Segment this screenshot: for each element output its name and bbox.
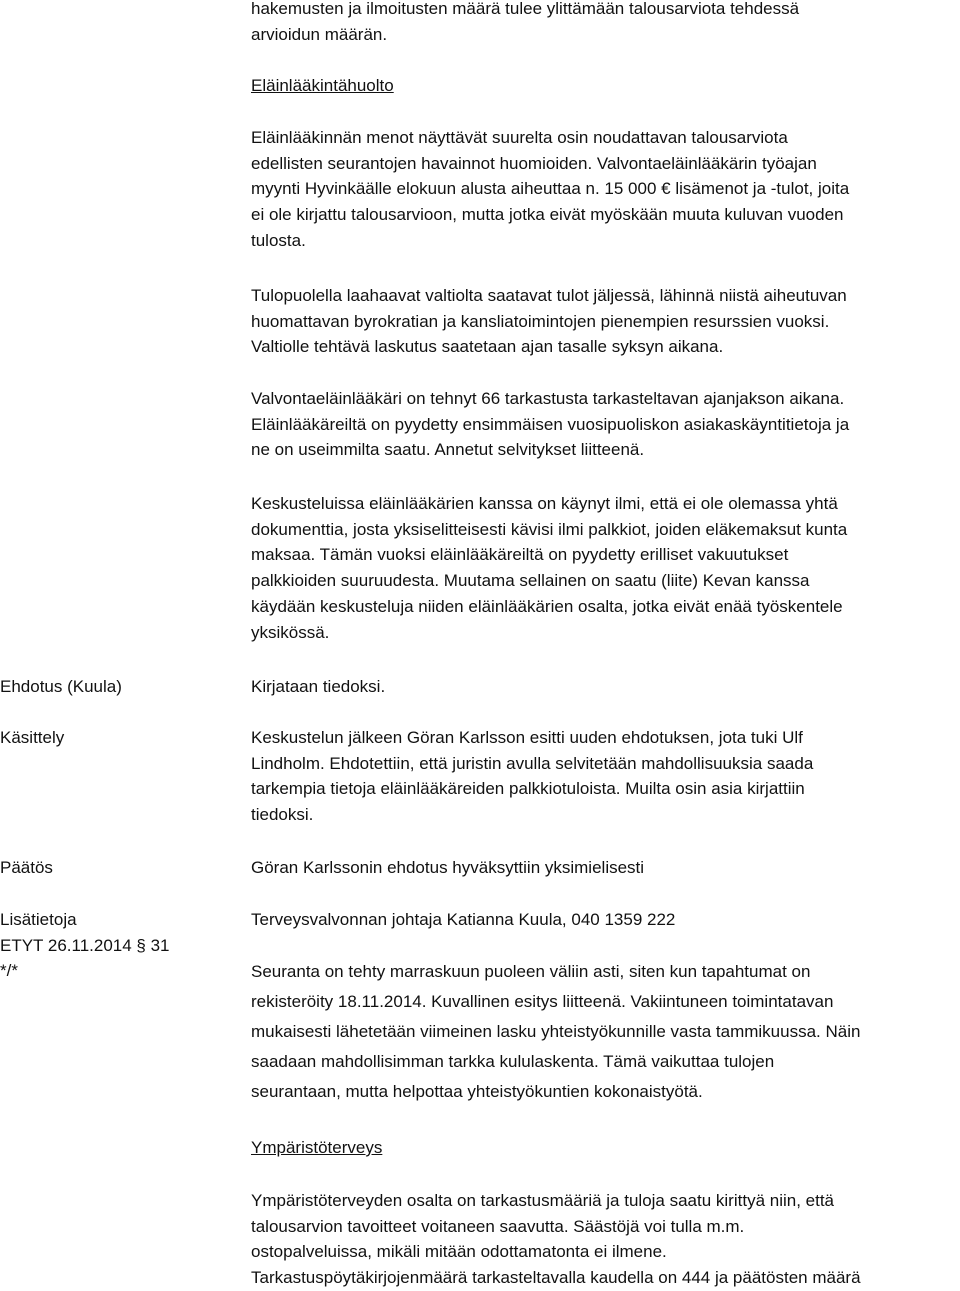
label-proposal: Ehdotus (Kuula) — [0, 677, 122, 696]
label-meeting-reference: ETYT 26.11.2014 § 31 — [0, 935, 170, 955]
text-line: huomattavan byrokratian ja kansliatoimintojen pienempien resurssien vuoksi. — [251, 311, 830, 331]
handling-text — [251, 725, 956, 828]
text-line: Tulopuolella laahaavat valtiolta saatavat tulot jäljessä, lähinnä niistä aiheutuvan — [251, 286, 847, 305]
text-line: Keskustelun jälkeen Göran Karlsson esitti uuden ehdotuksen, jota tuki Ulf — [251, 728, 803, 747]
section-heading-veterinary: Eläinlääkintähuolto — [251, 76, 394, 95]
text-line: dokumenttia, josta yksiselitteisesti kävisi ilmi palkkiot, joiden eläkemaksut kunta — [251, 519, 848, 539]
text-line: talousarvion tavoitteet voitaneen saavutta. Säästöjä voi tulla m.m. — [251, 1216, 745, 1236]
label-marker: */* — [0, 961, 18, 981]
text-line: maksaa. Tämän vuoksi eläinlääkäreiltä on pyydetty erilliset vakuutukset — [251, 545, 789, 565]
text-line: yksikössä. — [251, 622, 330, 642]
info-text: Terveysvalvonnan johtaja Katianna Kuula, 040 1359 222 — [251, 910, 676, 929]
text-line: käydään keskusteluja niiden eläinlääkärien osalta, jotka eivät enää työskentele — [251, 596, 843, 616]
label-info-block — [0, 907, 230, 984]
decision-text: Göran Karlssonin ehdotus hyväksyttiin yksimielisesti — [251, 858, 645, 877]
text-line: saadaan mahdollisimman tarkka kululaskenta. Tämä vaikuttaa tulojen — [251, 1052, 775, 1071]
proposal-text: Kirjataan tiedoksi. — [251, 677, 386, 696]
text-line: palkkioiden suuruudesta. Muutama sellainen on saatu (liite) Kevan kanssa — [251, 571, 810, 591]
text-line: Valvontaeläinlääkäri on tehnyt 66 tarkastusta tarkasteltavan ajanjakson aikana. — [251, 389, 845, 408]
veterinary-paragraph-1 — [251, 125, 956, 254]
top-paragraph — [251, 0, 956, 47]
text-line: tiedoksi. — [251, 805, 314, 825]
text-line: mukaisesti lähetetään viimeinen lasku yhteistyökunnille vasta tammikuussa. Näin — [251, 1022, 861, 1041]
veterinary-paragraph-2 — [251, 283, 956, 360]
text-line: ostopalveluissa, mikäli mitään odottamatonta ei ilmene. — [251, 1242, 667, 1262]
text-line: Lindholm. Ehdotettiin, että juristin avulla selvitetään mahdollisuuksia saada — [251, 753, 814, 773]
text-line: arvioidun määrän. — [251, 24, 388, 44]
text-line: hakemusten ja ilmoitusten määrä tulee ylittämään talousarviota tehdessä — [251, 0, 800, 18]
text-line: Eläinlääkinnän menot näyttävät suurelta osin noudattavan talousarviota — [251, 128, 788, 147]
text-line: Valtiolle tehtävä laskutus saatetaan ajan tasalle syksyn aikana. — [251, 337, 724, 357]
environmental-paragraph — [251, 1188, 956, 1291]
text-line: Keskusteluissa eläinlääkärien kanssa on käynyt ilmi, että ei ole olemassa yhtä — [251, 494, 838, 513]
text-line: ne on useimmilta saatu. Annetut selvitykset liitteenä. — [251, 440, 645, 460]
veterinary-paragraph-4 — [251, 491, 956, 645]
text-line: tarkempia tietoja eläinlääkäreiden palkkiotuloista. Muilta osin asia kirjattiin — [251, 779, 805, 799]
veterinary-paragraph-3 — [251, 386, 956, 463]
text-line: Eläinlääkäreiltä on pyydetty ensimmäisen vuosipuoliskon asiakaskäyntitietoja ja — [251, 414, 850, 434]
text-line: ei ole kirjattu talousarvioon, mutta jotka eivät myöskään muuta kuluvan vuoden — [251, 205, 844, 225]
label-decision: Päätös — [0, 858, 53, 877]
label-info: Lisätietoja — [0, 910, 77, 929]
text-line: rekisteröity 18.11.2014. Kuvallinen esitys liitteenä. Vakiintuneen toimintatavan — [251, 992, 834, 1011]
text-line: edellisten seurantojen havainnot huomioiden. Valvontaeläinlääkärin työajan — [251, 153, 817, 173]
text-line: Seuranta on tehty marraskuun puoleen väliin asti, siten kun tapahtumat on — [251, 962, 811, 981]
text-line: myynti Hyvinkäälle elokuun alusta aiheuttaa n. 15 000 € lisämenot ja -tulot, joita — [251, 179, 850, 199]
text-line: tulosta. — [251, 230, 306, 250]
label-handling: Käsittely — [0, 728, 65, 747]
text-line: Ympäristöterveyden osalta on tarkastusmääriä ja tuloja saatu kirittyä niin, että — [251, 1191, 835, 1210]
followup-paragraph — [251, 957, 956, 1107]
section-heading-environmental-health: Ympäristöterveys — [251, 1138, 383, 1157]
text-line: Tarkastuspöytäkirjojenmäärä tarkasteltavalla kaudella on 444 ja päätösten määrä — [251, 1268, 861, 1288]
text-line: seurantaan, mutta helpottaa yhteistyökuntien kokonaistyötä. — [251, 1082, 703, 1101]
